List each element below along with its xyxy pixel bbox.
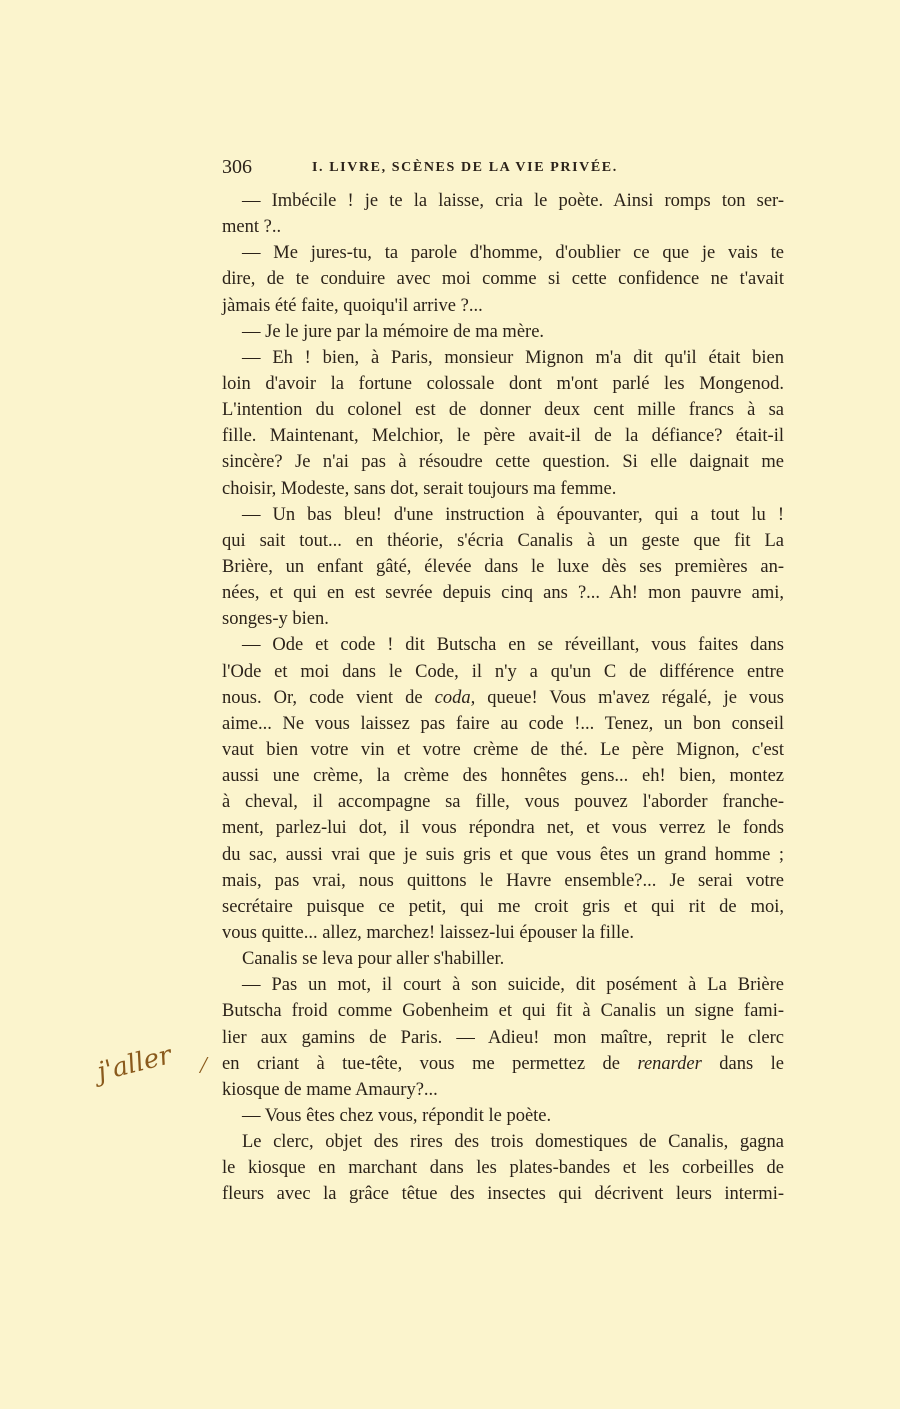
text-line [222,946,784,972]
line-text: jàmais été faite, quoiqu'il arrive ?... [222,295,483,316]
line-text: songes-y bien. [222,609,329,630]
text-line [222,397,784,423]
line-text: queue! Vous m'avez régalé, je vous [475,687,784,708]
text-line [222,685,784,711]
text-line [222,711,784,737]
text-line [222,1051,784,1077]
line-text: nées, et qui en est sevrée depuis cinq ans ?... Ah! mon pauvre ami, [222,583,784,604]
text-line [222,293,784,319]
text-line [222,894,784,920]
text-line [222,868,784,894]
line-text: secrétaire puisque ce petit, qui me croit gris et qui rit de moi, [222,896,784,917]
text-line [222,423,784,449]
line-text: dire, de te conduire avec moi comme si cette confidence ne t'avait [222,269,784,290]
line-text: — Je le jure par la mémoire de ma mère. [242,321,545,342]
text-line [222,188,784,214]
text-line [222,476,784,502]
text-line [222,1129,784,1155]
line-text: kiosque de mame Amaury?... [222,1079,438,1100]
line-text: qui sait tout... en théorie, s'écria Canalis à un geste que fit La [222,530,784,551]
text-line [222,1077,784,1103]
text-line [222,972,784,998]
line-text: Le clerc, objet des rires des trois domestiques de Canalis, gagna [242,1132,784,1153]
line-text: — Ode et code ! dit Butscha en se réveillant, vous faites dans [242,635,784,656]
line-text: vaut bien votre vin et votre crème de thé. Le père Mignon, c'est [222,739,784,760]
line-text: Canalis se leva pour aller s'habiller. [242,949,505,970]
text-line [222,528,784,554]
text-line [222,632,784,658]
text-line [222,1155,784,1181]
line-text: — Un bas bleu! d'une instruction à épouvanter, qui a tout lu ! [242,504,784,525]
line-text: — Pas un mot, il court à son suicide, dit posément à La Brière [242,975,784,996]
text-line [222,842,784,868]
italic-word: coda, [434,687,476,708]
line-text: Butscha froid comme Gobenheim et qui fit à Canalis un signe fami- [222,1001,784,1022]
line-text: choisir, Modeste, sans dot, serait toujours ma femme. [222,478,617,499]
text-line [222,763,784,789]
line-text: loin d'avoir la fortune colossale dont m'ont parlé les Mongenod. [222,373,784,394]
text-line [222,737,784,763]
page-header [222,156,784,182]
text-line [222,789,784,815]
line-text: à cheval, il accompagne sa fille, vous pouvez l'aborder franche- [222,792,784,813]
line-text: L'intention du colonel est de donner deux cent mille francs à sa [222,400,784,421]
text-line [222,606,784,632]
text-line [222,580,784,606]
line-text: le kiosque en marchant dans les plates-bandes et les corbeilles de [222,1158,784,1179]
line-text: aussi une crème, la crème des honnêtes gens... eh! bien, montez [222,766,784,787]
line-text: — Imbécile ! je te la laisse, cria le poète. Ainsi romps ton ser- [242,191,784,211]
line-text: ment ?.. [222,217,282,238]
line-text: lier aux gamins de Paris. — Adieu! mon maître, reprit le clerc [222,1027,784,1048]
line-text: sincère? Je n'ai pas à résoudre cette question. Si elle daignait me [222,452,784,473]
text-line [222,554,784,580]
text-line [222,659,784,685]
text-line [222,1103,784,1129]
line-text: du sac, aussi vrai que je suis gris et que vous êtes un grand homme ; [222,844,784,865]
text-line [222,371,784,397]
text-line [222,502,784,528]
italic-word: renarder [637,1053,702,1074]
line-text: en criant à tue-tête, vous me permettez de [222,1053,638,1074]
line-text: — Me jures-tu, ta parole d'homme, d'oublier ce que je vais te [242,243,784,264]
line-text: dans le [701,1053,785,1074]
running-title: I. LIVRE, SCÈNES DE LA VIE PRIVÉE. [312,160,618,175]
text-line [222,240,784,266]
line-text: mais, pas vrai, nous quittons le Havre ensemble?... Je serai votre [222,870,784,891]
line-text: Brière, un enfant gâté, élevée dans le luxe dès ses premières an- [222,556,784,577]
text-line [222,998,784,1024]
line-text: aime... Ne vous laissez pas faire au code !... Tenez, un bon conseil [222,713,784,734]
line-text: vous quitte... allez, marchez! laissez-lui épouser la fille. [222,922,634,943]
text-line [222,1181,784,1207]
text-line [222,345,784,371]
line-text: fille. Maintenant, Melchior, le père avait-il de la défiance? était-il [222,426,784,447]
line-text: — Eh ! bien, à Paris, monsieur Mignon m'a dit qu'il était bien [242,347,784,368]
text-line [222,815,784,841]
text-line [222,920,784,946]
handwritten-margin-note: j'aller [94,1040,175,1088]
handwritten-insert-mark: / [200,1053,207,1079]
text-line [222,214,784,240]
text-line [222,319,784,345]
line-text: — Vous êtes chez vous, répondit le poète. [242,1105,552,1126]
line-text: l'Ode et moi dans le Code, il n'y a qu'un C de différence entre [222,661,784,682]
text-line [222,449,784,475]
body-text [222,188,784,1207]
line-text: fleurs avec la grâce têtue des insectes qui décrivent leurs intermi- [222,1184,784,1205]
text-line [222,266,784,292]
line-text: ment, parlez-lui dot, il vous répondra net, et vous verrez le fonds [222,818,784,839]
line-text: nous. Or, code vient de [222,687,435,708]
text-line [222,1025,784,1051]
page-number: 306 [222,156,252,178]
